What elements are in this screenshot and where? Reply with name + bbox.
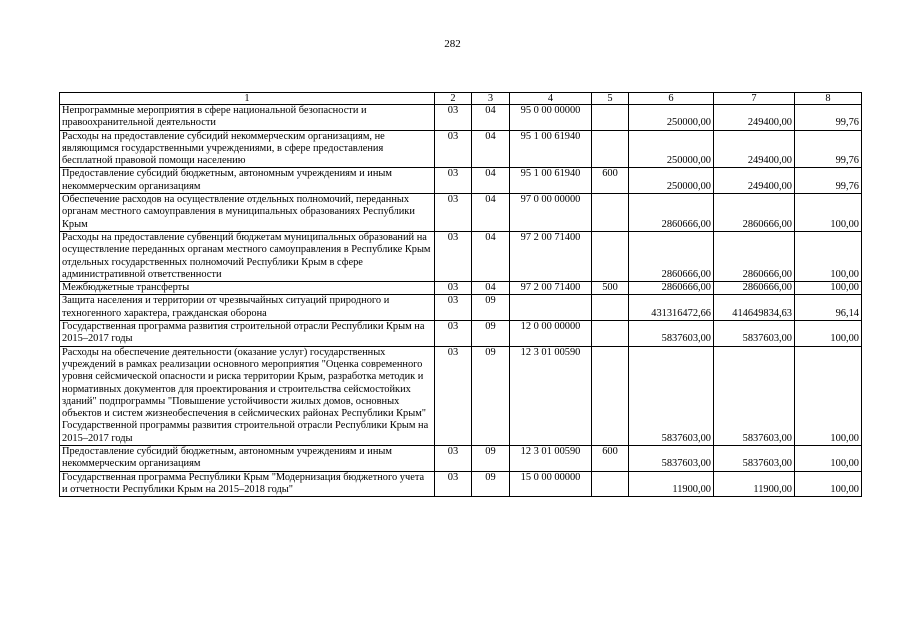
expense-name-cell: Защита населения и территории от чрезвычайных ситуаций природного и техногенного характера, гражданская оборона xyxy=(60,295,435,321)
executed-amount-cell: 249400,00 xyxy=(714,105,795,131)
subsection-code-cell: 09 xyxy=(472,346,510,445)
execution-percent-cell: 100,00 xyxy=(795,346,862,445)
column-header: 1 xyxy=(60,93,435,105)
subsection-code-cell: 04 xyxy=(472,168,510,194)
target-item-cell xyxy=(510,295,592,321)
subsection-code-cell: 09 xyxy=(472,446,510,472)
executed-amount-cell: 5837603,00 xyxy=(714,446,795,472)
target-item-cell: 97 2 00 71400 xyxy=(510,282,592,295)
section-code-cell: 03 xyxy=(435,231,472,281)
subsection-code-cell: 04 xyxy=(472,194,510,232)
approved-amount-cell: 5837603,00 xyxy=(629,346,714,445)
subsection-code-cell: 09 xyxy=(472,295,510,321)
target-item-cell: 95 1 00 61940 xyxy=(510,168,592,194)
section-code-cell: 03 xyxy=(435,130,472,168)
section-code-cell: 03 xyxy=(435,295,472,321)
target-item-cell: 95 1 00 61940 xyxy=(510,130,592,168)
expense-name-cell: Предоставление субсидий бюджетным, автономным учреждениям и иным некоммерческим организациям xyxy=(60,168,435,194)
expense-type-cell xyxy=(592,130,629,168)
expense-type-cell xyxy=(592,346,629,445)
expense-type-cell xyxy=(592,194,629,232)
executed-amount-cell: 2860666,00 xyxy=(714,231,795,281)
expense-type-cell xyxy=(592,321,629,347)
execution-percent-cell: 100,00 xyxy=(795,471,862,497)
section-code-cell: 03 xyxy=(435,105,472,131)
executed-amount-cell: 2860666,00 xyxy=(714,282,795,295)
approved-amount-cell: 5837603,00 xyxy=(629,446,714,472)
column-header: 2 xyxy=(435,93,472,105)
execution-percent-cell: 99,76 xyxy=(795,105,862,131)
subsection-code-cell: 04 xyxy=(472,105,510,131)
expense-name-cell: Межбюджетные трансферты xyxy=(60,282,435,295)
executed-amount-cell: 11900,00 xyxy=(714,471,795,497)
execution-percent-cell: 99,76 xyxy=(795,130,862,168)
expense-name-cell: Государственная программа развития строительной отрасли Республики Крым на 2015–2017 годы xyxy=(60,321,435,347)
expense-type-cell: 600 xyxy=(592,446,629,472)
executed-amount-cell: 249400,00 xyxy=(714,168,795,194)
expense-type-cell xyxy=(592,295,629,321)
executed-amount-cell: 249400,00 xyxy=(714,130,795,168)
execution-percent-cell: 100,00 xyxy=(795,282,862,295)
section-code-cell: 03 xyxy=(435,194,472,232)
target-item-cell: 12 3 01 00590 xyxy=(510,346,592,445)
table-row xyxy=(60,231,862,281)
execution-percent-cell: 99,76 xyxy=(795,168,862,194)
column-header: 6 xyxy=(629,93,714,105)
column-header: 8 xyxy=(795,93,862,105)
table-row xyxy=(60,282,862,295)
subsection-code-cell: 04 xyxy=(472,130,510,168)
section-code-cell: 03 xyxy=(435,168,472,194)
column-header: 4 xyxy=(510,93,592,105)
table-row xyxy=(60,321,862,347)
column-header: 5 xyxy=(592,93,629,105)
subsection-code-cell: 04 xyxy=(472,231,510,281)
table-row xyxy=(60,446,862,472)
execution-percent-cell: 100,00 xyxy=(795,194,862,232)
subsection-code-cell: 09 xyxy=(472,321,510,347)
column-header: 3 xyxy=(472,93,510,105)
executed-amount-cell: 414649834,63 xyxy=(714,295,795,321)
approved-amount-cell: 5837603,00 xyxy=(629,321,714,347)
expense-type-cell xyxy=(592,471,629,497)
section-code-cell: 03 xyxy=(435,471,472,497)
target-item-cell: 12 0 00 00000 xyxy=(510,321,592,347)
target-item-cell: 97 0 00 00000 xyxy=(510,194,592,232)
expense-type-cell xyxy=(592,105,629,131)
table-row xyxy=(60,295,862,321)
target-item-cell: 97 2 00 71400 xyxy=(510,231,592,281)
table-row xyxy=(60,346,862,445)
column-header: 7 xyxy=(714,93,795,105)
page-number: 282 xyxy=(444,38,461,50)
executed-amount-cell: 2860666,00 xyxy=(714,194,795,232)
table-row xyxy=(60,194,862,232)
approved-amount-cell: 11900,00 xyxy=(629,471,714,497)
expense-type-cell: 500 xyxy=(592,282,629,295)
subsection-code-cell: 09 xyxy=(472,471,510,497)
table-header-row xyxy=(60,93,862,105)
table-row xyxy=(60,130,862,168)
section-code-cell: 03 xyxy=(435,346,472,445)
target-item-cell: 95 0 00 00000 xyxy=(510,105,592,131)
expense-name-cell: Непрограммные мероприятия в сфере национальной безопасности и правоохранительной деятельности xyxy=(60,105,435,131)
section-code-cell: 03 xyxy=(435,282,472,295)
execution-percent-cell: 100,00 xyxy=(795,321,862,347)
expense-type-cell xyxy=(592,231,629,281)
executed-amount-cell: 5837603,00 xyxy=(714,346,795,445)
approved-amount-cell: 2860666,00 xyxy=(629,282,714,295)
expense-name-cell: Обеспечение расходов на осуществление отдельных полномочий, переданных органам местного самоуправления в муниципальных образованиях Республики Крым xyxy=(60,194,435,232)
target-item-cell: 15 0 00 00000 xyxy=(510,471,592,497)
executed-amount-cell: 5837603,00 xyxy=(714,321,795,347)
execution-percent-cell: 100,00 xyxy=(795,231,862,281)
execution-percent-cell: 96,14 xyxy=(795,295,862,321)
expense-name-cell: Государственная программа Республики Крым "Модернизация бюджетного учета и отчетности Республики Крым на 2015–2018 годы" xyxy=(60,471,435,497)
execution-percent-cell: 100,00 xyxy=(795,446,862,472)
table-row xyxy=(60,471,862,497)
expense-name-cell: Предоставление субсидий бюджетным, автономным учреждениям и иным некоммерческим организациям xyxy=(60,446,435,472)
subsection-code-cell: 04 xyxy=(472,282,510,295)
expense-name-cell: Расходы на предоставление субсидий некоммерческим организациям, не являющимся государственными учреждениями, в сфере предоставления бесплатной правовой помощи населению xyxy=(60,130,435,168)
table-row xyxy=(60,105,862,131)
approved-amount-cell: 250000,00 xyxy=(629,168,714,194)
approved-amount-cell: 431316472,66 xyxy=(629,295,714,321)
section-code-cell: 03 xyxy=(435,321,472,347)
section-code-cell: 03 xyxy=(435,446,472,472)
table-row xyxy=(60,168,862,194)
expense-type-cell: 600 xyxy=(592,168,629,194)
expense-name-cell: Расходы на предоставление субвенций бюджетам муниципальных образований на осуществление переданных органам местного самоуправления в Республике Крым отдельных государственных полномочий Республики Крым в сфере административной ответственности xyxy=(60,231,435,281)
approved-amount-cell: 250000,00 xyxy=(629,105,714,131)
budget-table xyxy=(59,92,862,497)
expense-name-cell: Расходы на обеспечение деятельности (оказание услуг) государственных учреждений в рамках реализации основного мероприятия "Оценка современного уровня сейсмической опасности и риска территории Крым, разработка методик и нормативных документов для проектирования и строительства сейсмостойких зданий" подпрограммы "Повышение устойчивости жилых домов, основных объектов и систем жизнеобеспечения в сейсмических районах Республики Крым" Государственной программы развития строительной отрасли Республики Крым на 2015–2017 годы xyxy=(60,346,435,445)
target-item-cell: 12 3 01 00590 xyxy=(510,446,592,472)
approved-amount-cell: 2860666,00 xyxy=(629,231,714,281)
approved-amount-cell: 2860666,00 xyxy=(629,194,714,232)
approved-amount-cell: 250000,00 xyxy=(629,130,714,168)
